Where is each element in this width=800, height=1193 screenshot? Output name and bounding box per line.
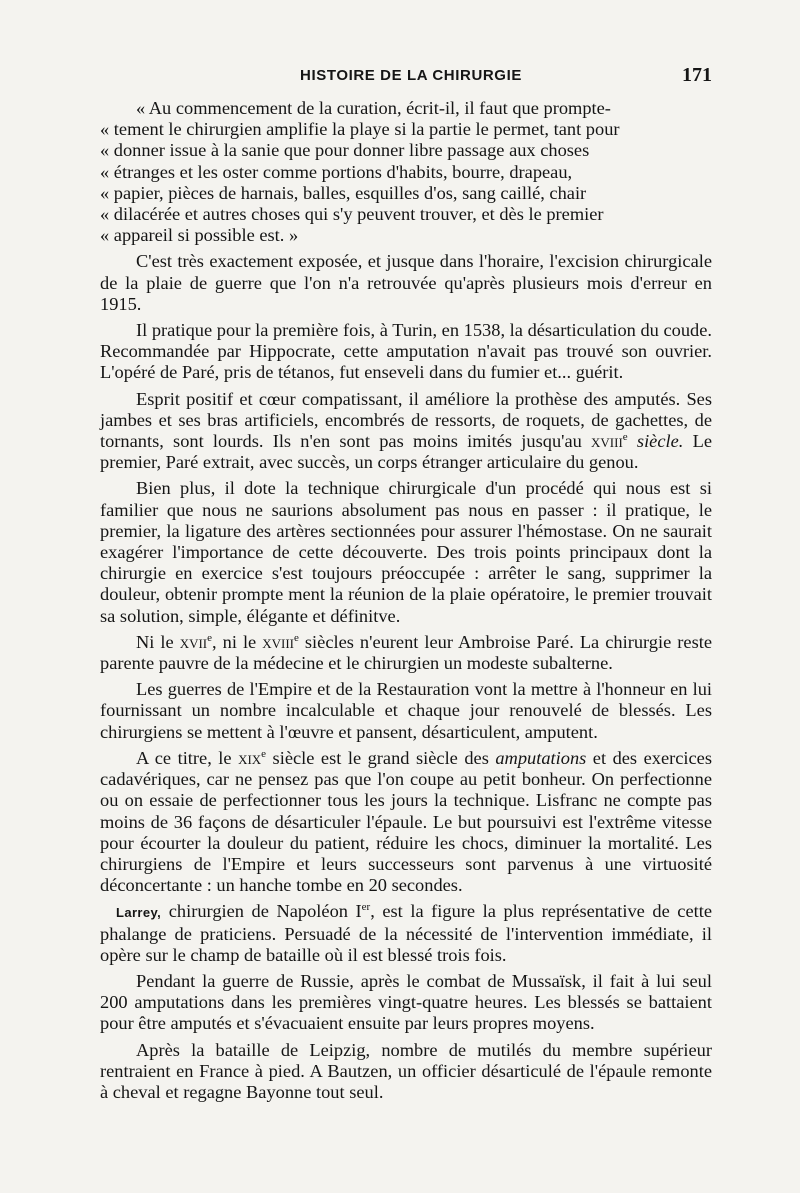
text-run: siècle est le grand siècle des (266, 747, 496, 768)
superscript: e (294, 631, 299, 644)
superscript: e (261, 747, 267, 760)
quote-line: « papier, pièces de harnais, balles, esquilles d'os, sang caillé, chair (100, 182, 587, 203)
paragraph-russie: Pendant la guerre de Russie, après le combat de Mussaïsk, il fait à lui seul 200 amputations dans les premières vingt-quatre heures. Les blessés se battaient pour être amputés et s'évacuaient ensuite par leurs propres moyens. (100, 970, 712, 1034)
text-run: Le premier, Paré extrait, avec succès, un corps étranger articulaire du genou. (100, 431, 712, 473)
italic-text: siècle. (636, 431, 684, 452)
paragraph-amputations (100, 748, 712, 896)
superscript: e (622, 430, 628, 443)
superscript: er (361, 901, 371, 914)
text-run: et des exercices cadavériques, car ne pensez pas que l'on coupe au petit bonheur. On perfectionne ou on essaie de perfectionner tous les jours la technique. Lisfranc ne compte pas moins de 36 façons de désarticuler l'épaule. Le but poursuivi est l'extrême vitesse pour écourter la douleur du patient, réduire les chocs, diminuer la mortalité. Les chirurgiens de l'Empire et leurs successeurs sont parvenus à une virtuosité déconcertante : un hanche tombe en 20 secondes. (100, 747, 712, 896)
quote-paragraph (100, 98, 712, 246)
century-numeral: xviii (591, 431, 623, 452)
text-run: Ni le (136, 631, 180, 652)
quote-line: « tement le chirurgien amplifie la playe si la partie le permet, tant pour (100, 119, 620, 140)
italic-text: amputations (495, 747, 587, 768)
side-heading-larrey: Larrey, (116, 905, 162, 921)
century-numeral: xix (238, 747, 262, 768)
page-number: 171 (682, 64, 712, 86)
quote-line: « dilacérée et autres choses qui s'y peuvent trouver, et dès le premier (100, 204, 604, 225)
superscript: e (207, 631, 213, 644)
century-numeral: xvii (179, 631, 208, 652)
paragraph-ligature: Bien plus, il dote la technique chirurgicale d'un procédé qui nous est si familier que nous ne saurions absolument pas nous en passer : il pratique, le premier, la ligature des artères sectionnées pour assurer l'hémostase. On ne saurait exagérer l'importance de cette découverte. Des trois points principaux dont la chirurgie en exercice s'est toujours préoccupée : arrêter le sang, supprimer la douleur, obtenir prompte ment la réunion de la plaie opératoire, le premier trouvait sa solution, simple, élégante et définitve. (100, 478, 712, 626)
paragraph-siecles (100, 632, 712, 674)
text-run: siècles n'eurent leur Ambroise Paré. La chirurgie reste parente pauvre de la médecine et le chirurgien un modeste subalterne. (100, 631, 712, 674)
paragraph-desarticulation: Il pratique pour la première fois, à Turin, en 1538, la désarticulation du coude. Recommandée par Hippocrate, cette amputation n'avait pas trouvé son ouvrier. L'opéré de Paré, pris de tétanos, fut enseveli dans du fumier et... guérit. (100, 320, 712, 383)
running-title: HISTOIRE DE LA CHIRURGIE (300, 67, 522, 84)
text-run: A ce titre, le (136, 747, 239, 768)
century-numeral: xviii (262, 631, 294, 652)
paragraph-excision: C'est très exactement exposée, et jusque dans l'horaire, l'excision chirurgicale de la plaie de guerre que l'on n'a retrouvée qu'après plusieurs mois d'erreur en 1915. (100, 251, 712, 314)
text-run: Esprit positif et cœur compatissant, il améliore la prothèse des amputés. Ses jambes et ses bras artificiels, encombrés de ressorts, de roquets, de gachettes, de tornants, sont lourds. Ils n'en sont pas moins imités jusqu'au (100, 388, 712, 452)
quote-line: « Au commencement de la curation, écrit-il, il faut que prompte- (136, 98, 611, 118)
quote-line: « donner issue à la sanie que pour donner libre passage aux choses (100, 140, 590, 161)
running-head (100, 64, 712, 88)
paragraph-prothese (100, 389, 712, 474)
body-text (100, 98, 712, 1108)
paragraph-larrey (100, 901, 712, 966)
quote-line: « étranges et les oster comme portions d'habits, bourre, drapeau, (100, 161, 573, 182)
paragraph-empire: Les guerres de l'Empire et de la Restauration vont la mettre à l'honneur en lui fournissant un nombre incalculable et chaque jour renouvelé de blessés. Les chirurgiens se mettent à l'œuvre et pansent, désarticulent, amputent. (100, 679, 712, 742)
paragraph-leipzig: Après la bataille de Leipzig, nombre de mutilés du membre supérieur rentraient en France à pied. A Bautzen, un officier désarticulé de l'épaule remonte à cheval et regagne Bayonne tout seul. (100, 1039, 712, 1102)
text-run: , est la figure la plus représentative de cette phalange de praticiens. Persuadé de la nécessité de l'intervention immédiate, il opère sur le champ de bataille où il est blessé trois fois. (100, 901, 712, 965)
text-run: , ni le (212, 631, 263, 652)
text-run: chirurgien de Napoléon I (161, 901, 362, 922)
quote-line: « appareil si possible est. » (100, 225, 299, 246)
